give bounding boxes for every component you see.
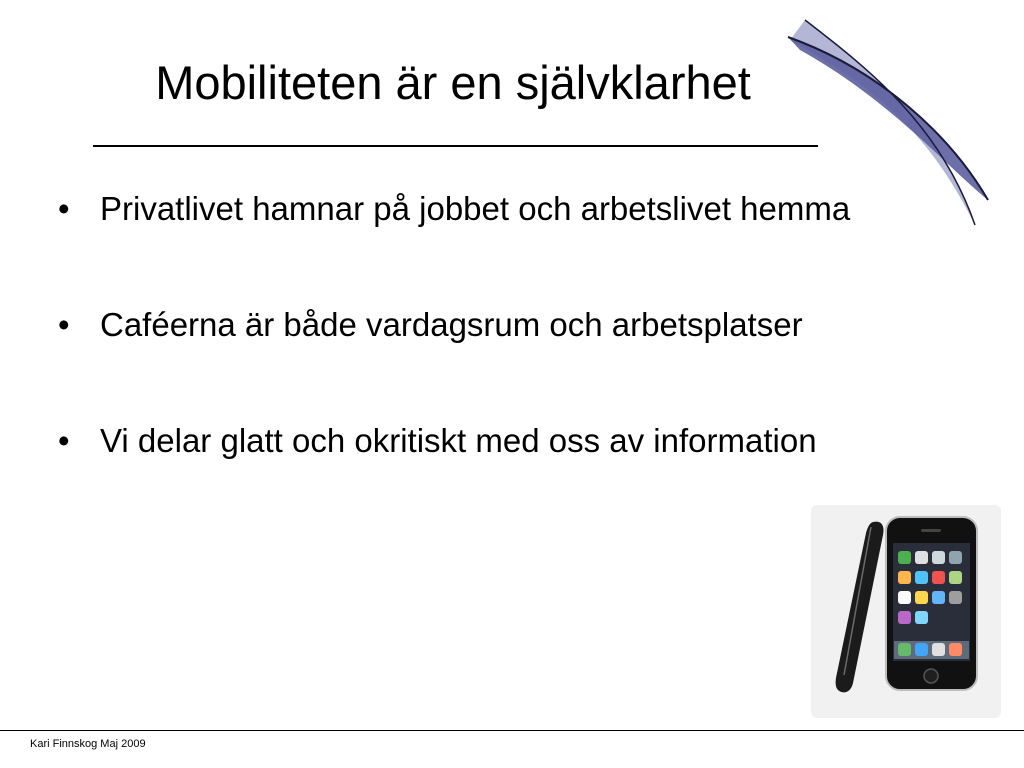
bullet-item: [58, 188, 910, 230]
bullet-item: [58, 420, 820, 462]
bullet-text: Privatlivet hamnar på jobbet och arbetslivet hemma: [100, 190, 851, 227]
smartphone-image: [811, 505, 1001, 718]
bullet-dot: •: [58, 190, 70, 227]
bullet-dot: •: [58, 306, 70, 343]
slide-title: Mobiliteten är en självklarhet: [155, 56, 751, 109]
bullet-text: Vi delar glatt och okritiskt med oss av information: [100, 422, 817, 459]
footer-text: Kari Finnskog Maj 2009: [30, 738, 146, 750]
bullet-text: Caféerna är både vardagsrum och arbetsplatser: [100, 306, 803, 343]
smartphone-icon: [811, 505, 1001, 718]
bullet-dot: •: [58, 422, 70, 459]
title-underline: [93, 145, 818, 147]
footer-divider: [0, 730, 1024, 731]
bullet-item: [58, 304, 958, 346]
bullet-list: [58, 188, 958, 462]
